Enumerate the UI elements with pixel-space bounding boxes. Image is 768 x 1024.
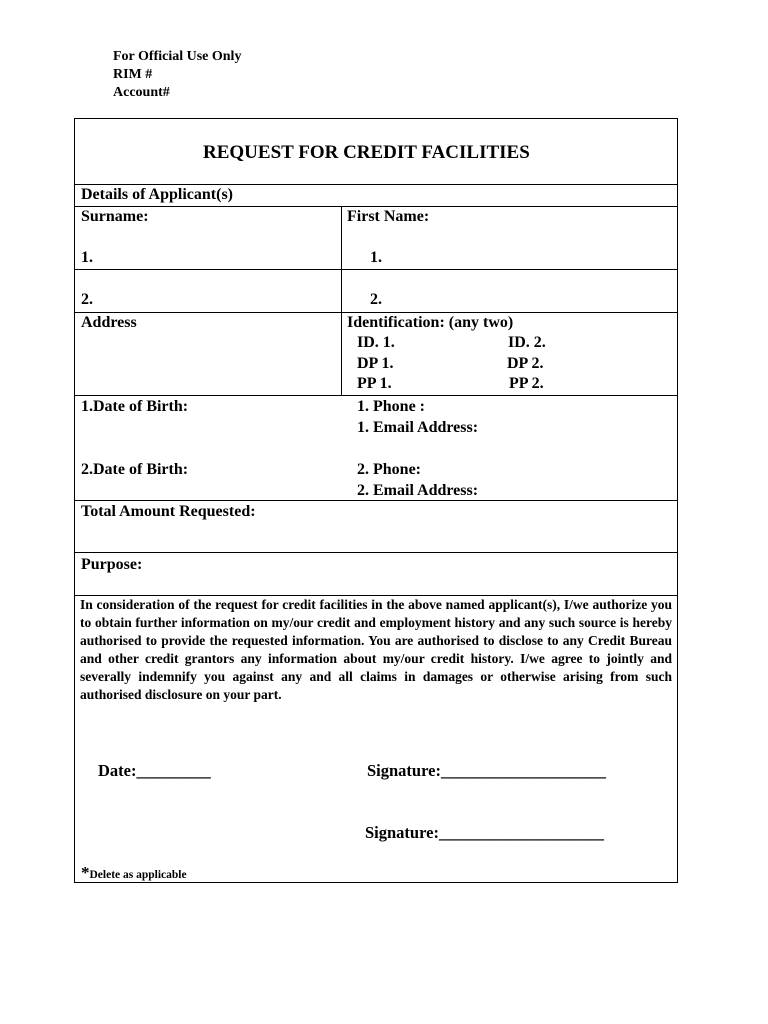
- credit-request-form: [74, 118, 678, 883]
- column-divider: [341, 206, 342, 396]
- consent-paragraph: In consideration of the request for credit facilities in the above named applicant(s), I/we authorize you to obtain further information on my/our credit and employment history and any such source is hereby authorised to provide the requested information. You are authorised to disclose to any Credit Bureau and other credit grantors any information about my/our credit history. I/we agree to jointly and severally indemnify you against any and all claims in damages or otherwise arising from such authorised disclosure on your part.: [80, 597, 672, 702]
- address-label[interactable]: Address: [81, 314, 137, 331]
- dp-1-field[interactable]: DP 1.: [357, 355, 394, 372]
- rule-below-row1: [75, 269, 677, 270]
- email-2-field[interactable]: 2. Email Address:: [357, 482, 479, 499]
- form-title: REQUEST FOR CREDIT FACILITIES: [203, 142, 530, 163]
- rule-below-details-header: [75, 206, 677, 207]
- date-signature-field[interactable]: Date:_________: [98, 761, 211, 780]
- email-1-field[interactable]: 1. Email Address:: [357, 419, 479, 436]
- identification-label: Identification: (any two): [347, 314, 514, 331]
- signature-1-field[interactable]: Signature:____________________: [367, 761, 606, 780]
- purpose-field[interactable]: Purpose:: [81, 556, 143, 573]
- footnote-asterisk: *: [81, 863, 90, 882]
- date-of-birth-2-field[interactable]: 2.Date of Birth:: [81, 461, 189, 478]
- first-name-label[interactable]: First Name:: [347, 208, 430, 225]
- surname-2-field[interactable]: 2.: [81, 291, 93, 308]
- rule-below-amount: [75, 552, 677, 553]
- pp-2-field[interactable]: PP 2.: [509, 375, 544, 392]
- surname-1-field[interactable]: 1.: [81, 249, 93, 266]
- footnote: [81, 863, 187, 883]
- pp-1-field[interactable]: PP 1.: [357, 375, 392, 392]
- id-1-field[interactable]: ID. 1.: [357, 334, 395, 351]
- id-2-field[interactable]: ID. 2.: [508, 334, 546, 351]
- official-use-block: [113, 48, 241, 102]
- rule-below-contacts: [75, 500, 677, 501]
- official-use-heading: For Official Use Only: [113, 49, 242, 64]
- phone-2-field[interactable]: 2. Phone:: [357, 461, 421, 478]
- rule-below-title: [75, 184, 677, 185]
- rule-below-address: [75, 395, 677, 396]
- phone-1-field[interactable]: 1. Phone :: [357, 398, 425, 415]
- dp-2-field[interactable]: DP 2.: [507, 355, 544, 372]
- footnote-text: Delete as applicable: [89, 869, 187, 881]
- details-of-applicants-heading: Details of Applicant(s): [81, 186, 233, 203]
- surname-label[interactable]: Surname:: [81, 208, 149, 225]
- rule-below-row2: [75, 312, 677, 313]
- total-amount-requested-field[interactable]: Total Amount Requested:: [81, 503, 256, 520]
- rim-number-label: RIM #: [113, 67, 153, 82]
- date-of-birth-1-field[interactable]: 1.Date of Birth:: [81, 398, 189, 415]
- signature-2-field[interactable]: Signature:____________________: [365, 823, 604, 842]
- first-name-1-field[interactable]: 1.: [370, 249, 382, 266]
- account-number-label: Account#: [113, 85, 170, 100]
- first-name-2-field[interactable]: 2.: [370, 291, 382, 308]
